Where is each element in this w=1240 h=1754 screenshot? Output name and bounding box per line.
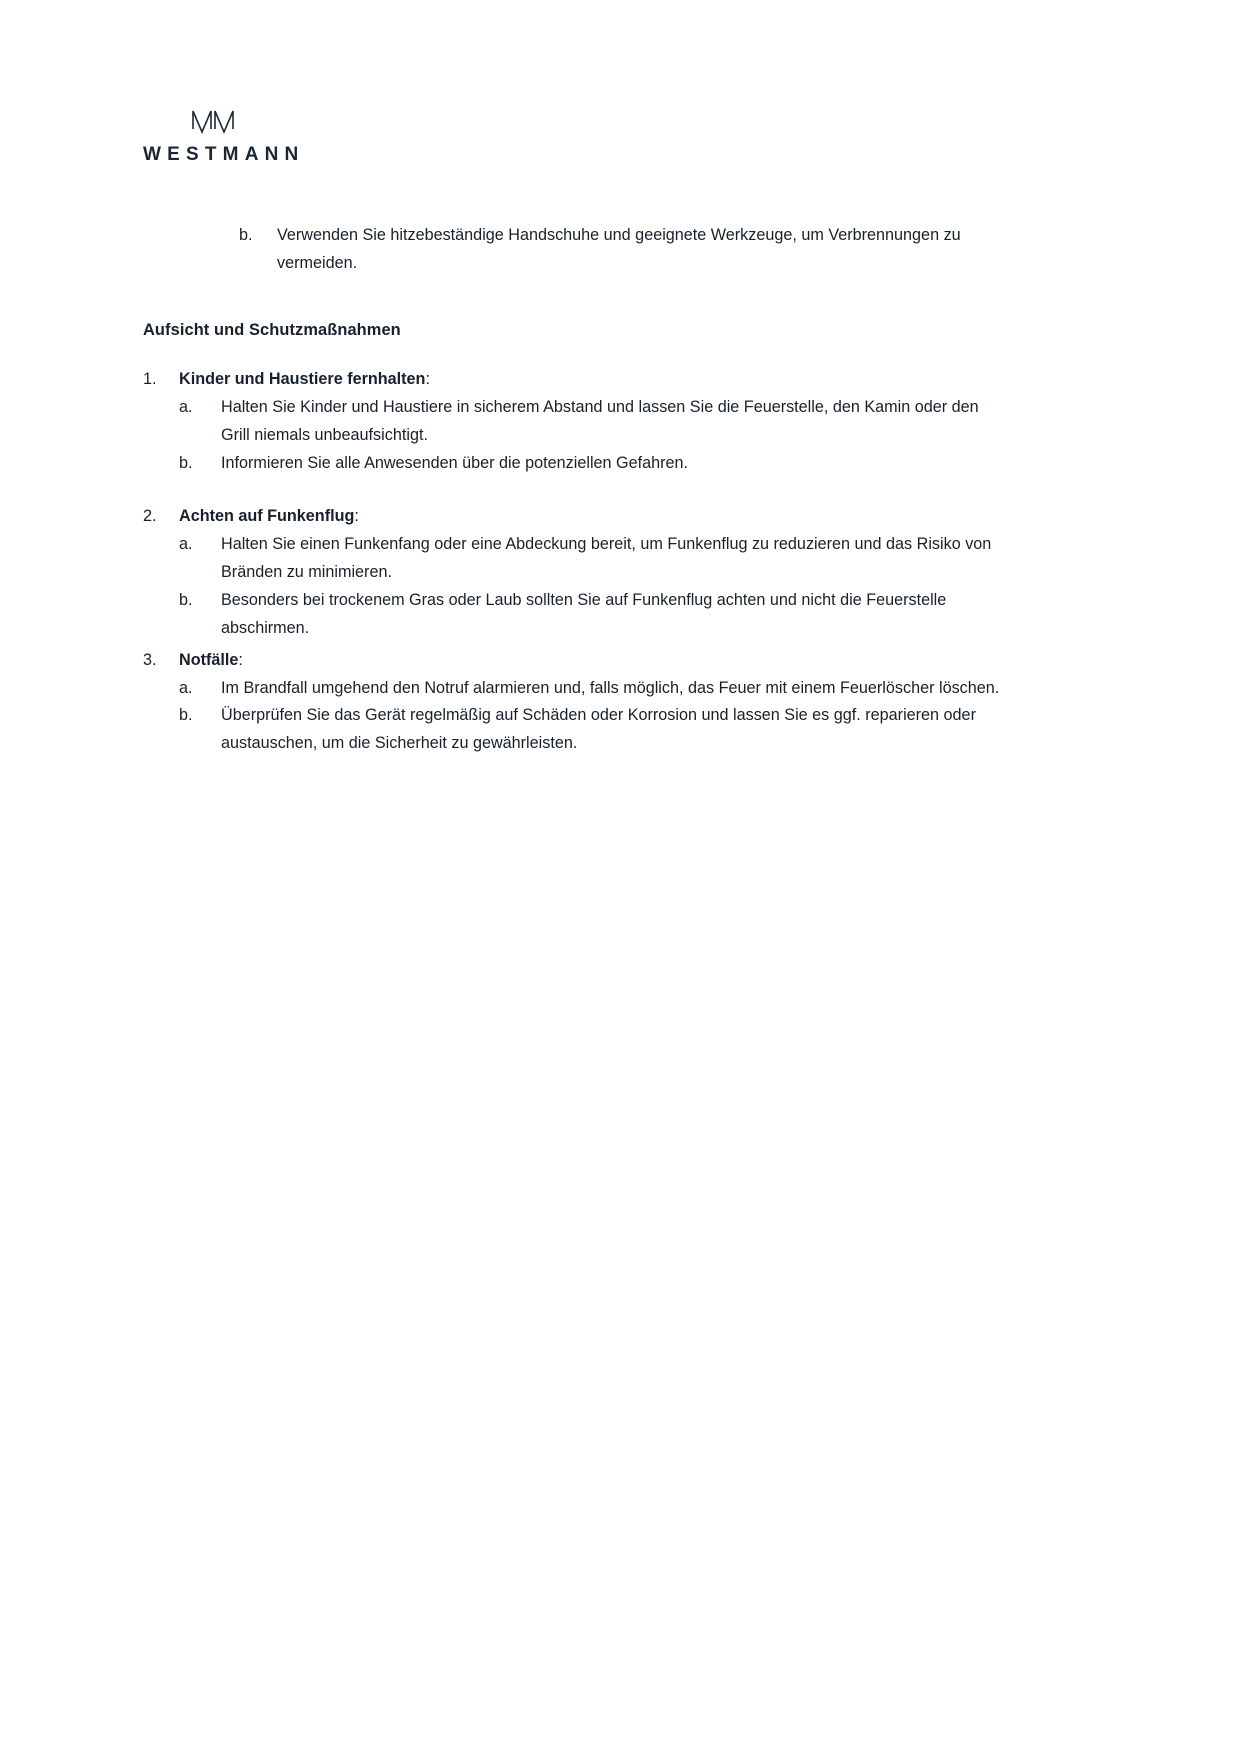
sub-list-item-marker: b. — [179, 706, 193, 725]
document-content — [143, 222, 1003, 762]
list-item-title — [179, 503, 1003, 531]
lead-list-item-text: Verwenden Sie hitzebeständige Handschuhe und geeignete Werkzeuge, um Verbrennungen zu vermeiden. — [277, 226, 961, 272]
sub-list-item-text: Informieren Sie alle Anwesenden über die potenziellen Gefahren. — [221, 453, 689, 472]
list-item — [143, 366, 1003, 477]
sub-list-item-marker: b. — [179, 590, 193, 609]
sub-list-item-text: Im Brandfall umgehend den Notruf alarmieren und, falls möglich, das Feuer mit einem Feuerlöscher löschen. — [221, 678, 1000, 697]
list-item-title-suffix: : — [425, 369, 430, 388]
list-item-title-text: Kinder und Haustiere fernhalten — [179, 369, 426, 388]
sub-list-item-text: Besonders bei trockenem Gras oder Laub sollten Sie auf Funkenflug achten und nicht die Feuerstelle abschirmen. — [221, 590, 947, 637]
list-item-title — [179, 647, 1003, 675]
lead-list-item — [239, 222, 1003, 278]
sub-list-item-marker: a. — [179, 678, 193, 697]
list-item-number: 2. — [143, 507, 157, 526]
sub-list-item-text: Halten Sie Kinder und Haustiere in sicherem Abstand und lassen Sie die Feuerstelle, den Kamin oder den Grill niemals unbeaufsichtigt. — [221, 397, 979, 444]
brand-wordmark: WESTMANN — [143, 144, 305, 165]
brand-logo — [143, 108, 403, 166]
list-item-title-suffix: : — [238, 650, 243, 669]
sub-list-item — [179, 531, 1003, 587]
sub-list-item-marker: b. — [179, 453, 193, 472]
sub-list — [179, 675, 1003, 759]
list-item-title — [179, 366, 1003, 394]
sub-list — [179, 531, 1003, 642]
sub-list-item-text: Halten Sie einen Funkenfang oder eine Abdeckung bereit, um Funkenflug zu reduzieren und das Risiko von Bränden zu minimieren. — [221, 535, 992, 582]
list-item — [143, 503, 1003, 642]
sub-list — [179, 394, 1003, 478]
list-item — [143, 647, 1003, 758]
sub-list-item — [179, 587, 1003, 643]
sub-list-item-marker: a. — [179, 535, 193, 554]
sub-list-item — [179, 450, 1003, 478]
sub-list-item — [179, 394, 1003, 450]
numbered-list — [143, 366, 1003, 758]
list-spacer — [143, 481, 1003, 503]
sub-list-item-text: Überprüfen Sie das Gerät regelmäßig auf Schäden oder Korrosion und lassen Sie es ggf. reparieren oder austauschen, um die Sicherheit zu gewährleisten. — [221, 706, 976, 753]
section-heading: Aufsicht und Schutzmaßnahmen — [143, 320, 401, 339]
sub-list-item-marker: a. — [179, 397, 193, 416]
westmann-m-monogram-icon — [191, 108, 235, 138]
lead-list-item-marker: b. — [239, 226, 253, 244]
list-item-number: 3. — [143, 650, 157, 669]
list-item-title-text: Notfälle — [179, 650, 239, 669]
sub-list-item — [179, 702, 1003, 758]
list-item-number: 1. — [143, 369, 157, 388]
list-item-title-text: Achten auf Funkenflug — [179, 507, 355, 526]
list-item-title-suffix: : — [354, 507, 359, 526]
sub-list-item — [179, 675, 1003, 703]
